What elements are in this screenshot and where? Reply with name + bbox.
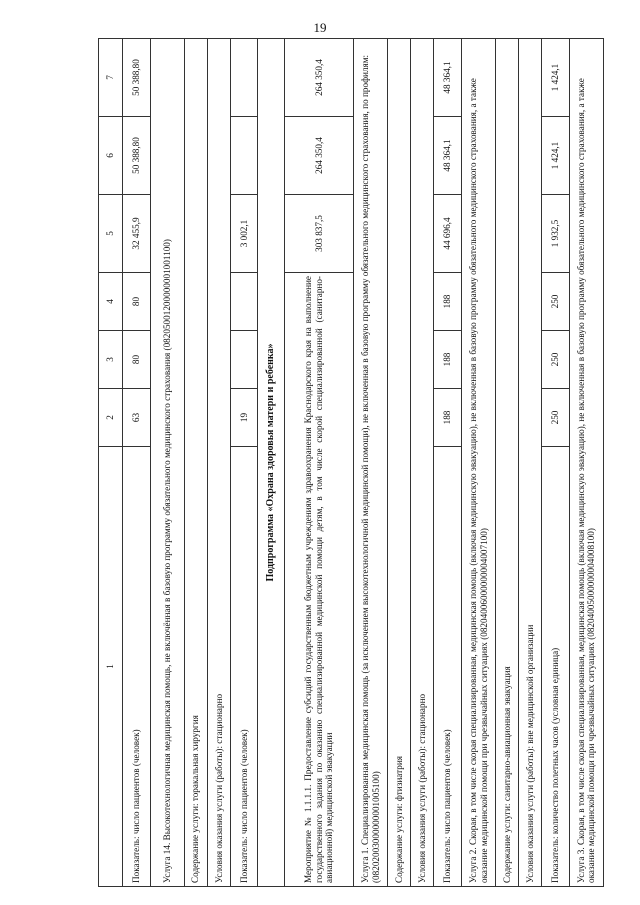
header-row xyxy=(99,39,123,887)
header-cell: 6 xyxy=(99,117,123,195)
service-description: Услуга 3. Скорая, в том числе скорая специализированная, медицинская помощь (включая медицинскую эвакуацию), не включенная в базовую программу обязательного медицинского страхования, а также оказание медицинской помощи при чрезвычайных ситуациях (08204005000000004008100) xyxy=(569,39,603,887)
value-cell: 250 xyxy=(542,389,570,447)
table-row xyxy=(461,39,495,887)
value-cell: 63 xyxy=(123,389,151,447)
value-cell: 264 350,4 xyxy=(284,117,353,195)
table-row xyxy=(123,39,151,887)
header-cell: 5 xyxy=(99,195,123,273)
value-cell: 44 696,4 xyxy=(434,195,462,273)
service-description: Условия оказания услуги (работы): вне медицинской организации xyxy=(519,39,542,887)
value-cell: 250 xyxy=(542,331,570,389)
value-cell: 1 932,5 xyxy=(542,195,570,273)
value-cell: 80 xyxy=(123,331,151,389)
header-cell: 4 xyxy=(99,273,123,331)
table-body xyxy=(99,39,604,887)
value-cell: 48 364,1 xyxy=(434,117,462,195)
table-row xyxy=(569,39,603,887)
service-description: Условия оказания услуги (работы): стационарно xyxy=(411,39,434,887)
value-cell xyxy=(230,273,258,331)
value-cell: 32 455,9 xyxy=(123,195,151,273)
header-cell: 3 xyxy=(99,331,123,389)
header-cell: 2 xyxy=(99,389,123,447)
table-row xyxy=(411,39,434,887)
table-row xyxy=(230,39,258,887)
indicator-label: Показатель: число пациентов (человек) xyxy=(123,447,151,887)
table-row xyxy=(388,39,411,887)
value-cell: 50 388,80 xyxy=(123,39,151,117)
table-row xyxy=(184,39,207,887)
value-cell: 50 388,80 xyxy=(123,117,151,195)
subprogram-title: Подпрограмма «Охрана здоровья матери и ребенка» xyxy=(258,39,284,887)
value-cell: 3 002,1 xyxy=(230,195,258,273)
value-cell: 1 424,1 xyxy=(542,39,570,117)
table-row xyxy=(284,39,353,887)
service-description: Услуга 1. Специализированная медицинская помощь (за исключением высокотехнологичной медицинской помощи), не включенная в базовую программу обязательного медицинского страхования, по профилям: (08202003000000001005100) xyxy=(354,39,388,887)
service-description: Содержание услуги: санитарно-авиационная эвакуация xyxy=(496,39,519,887)
table-row xyxy=(496,39,519,887)
value-cell: 188 xyxy=(434,273,462,331)
value-cell: 264 350,4 xyxy=(284,39,353,117)
value-cell xyxy=(230,39,258,117)
value-cell: 250 xyxy=(542,273,570,331)
value-cell xyxy=(230,117,258,195)
service-description: Услуга 14. Высокотехнологичная медицинская помощь, не включённая в базовую программу обязательного медицинского страхования (08205001200000001001100) xyxy=(150,39,184,887)
value-cell: 19 xyxy=(230,389,258,447)
header-cell: 7 xyxy=(99,39,123,117)
service-description: Содержание услуги: торакальная хирургия xyxy=(184,39,207,887)
indicator-label: Показатель: число пациентов (человек) xyxy=(230,447,258,887)
value-cell: 303 837,5 xyxy=(284,195,353,273)
table-row xyxy=(519,39,542,887)
measure-description: Мероприятие № 1.1.1.1. Предоставление субсидий государственным бюджетным учреждениям здравоохранения Краснодарского края на выполнение государственного задания по оказанию специализированной медицинской помощи детям, в том числе скорой специализированной (санитарно-авиационной) медицинской эвакуации xyxy=(284,273,353,887)
table-row xyxy=(542,39,570,887)
value-cell: 1 424,1 xyxy=(542,117,570,195)
value-cell: 80 xyxy=(123,273,151,331)
page-number: 19 xyxy=(313,20,327,35)
rotated-table-wrapper xyxy=(98,39,604,887)
table-row xyxy=(150,39,184,887)
header-cell: 1 xyxy=(99,447,123,887)
indicator-label: Показатель: число пациентов (человек) xyxy=(434,447,462,887)
value-cell: 188 xyxy=(434,331,462,389)
service-description: Условия оказания услуги (работы): стационарно xyxy=(207,39,230,887)
value-cell: 48 364,1 xyxy=(434,39,462,117)
budget-table xyxy=(98,38,604,887)
indicator-label: Показатель: количество полетных часов (условная единица) xyxy=(542,447,570,887)
value-cell xyxy=(230,331,258,389)
value-cell: 188 xyxy=(434,389,462,447)
service-description: Содержание услуги: фтизиатрия xyxy=(388,39,411,887)
service-description: Услуга 2. Скорая, в том числе скорая специализированная, медицинская помощь (включая медицинскую эвакуацию), не включенная в базовую программу обязательного медицинского страхования, а также оказание медицинской помощи при чрезвычайных ситуациях (08204006000000004007100) xyxy=(461,39,495,887)
table-row xyxy=(258,39,284,887)
table-row xyxy=(434,39,462,887)
table-row xyxy=(207,39,230,887)
table-row xyxy=(354,39,388,887)
